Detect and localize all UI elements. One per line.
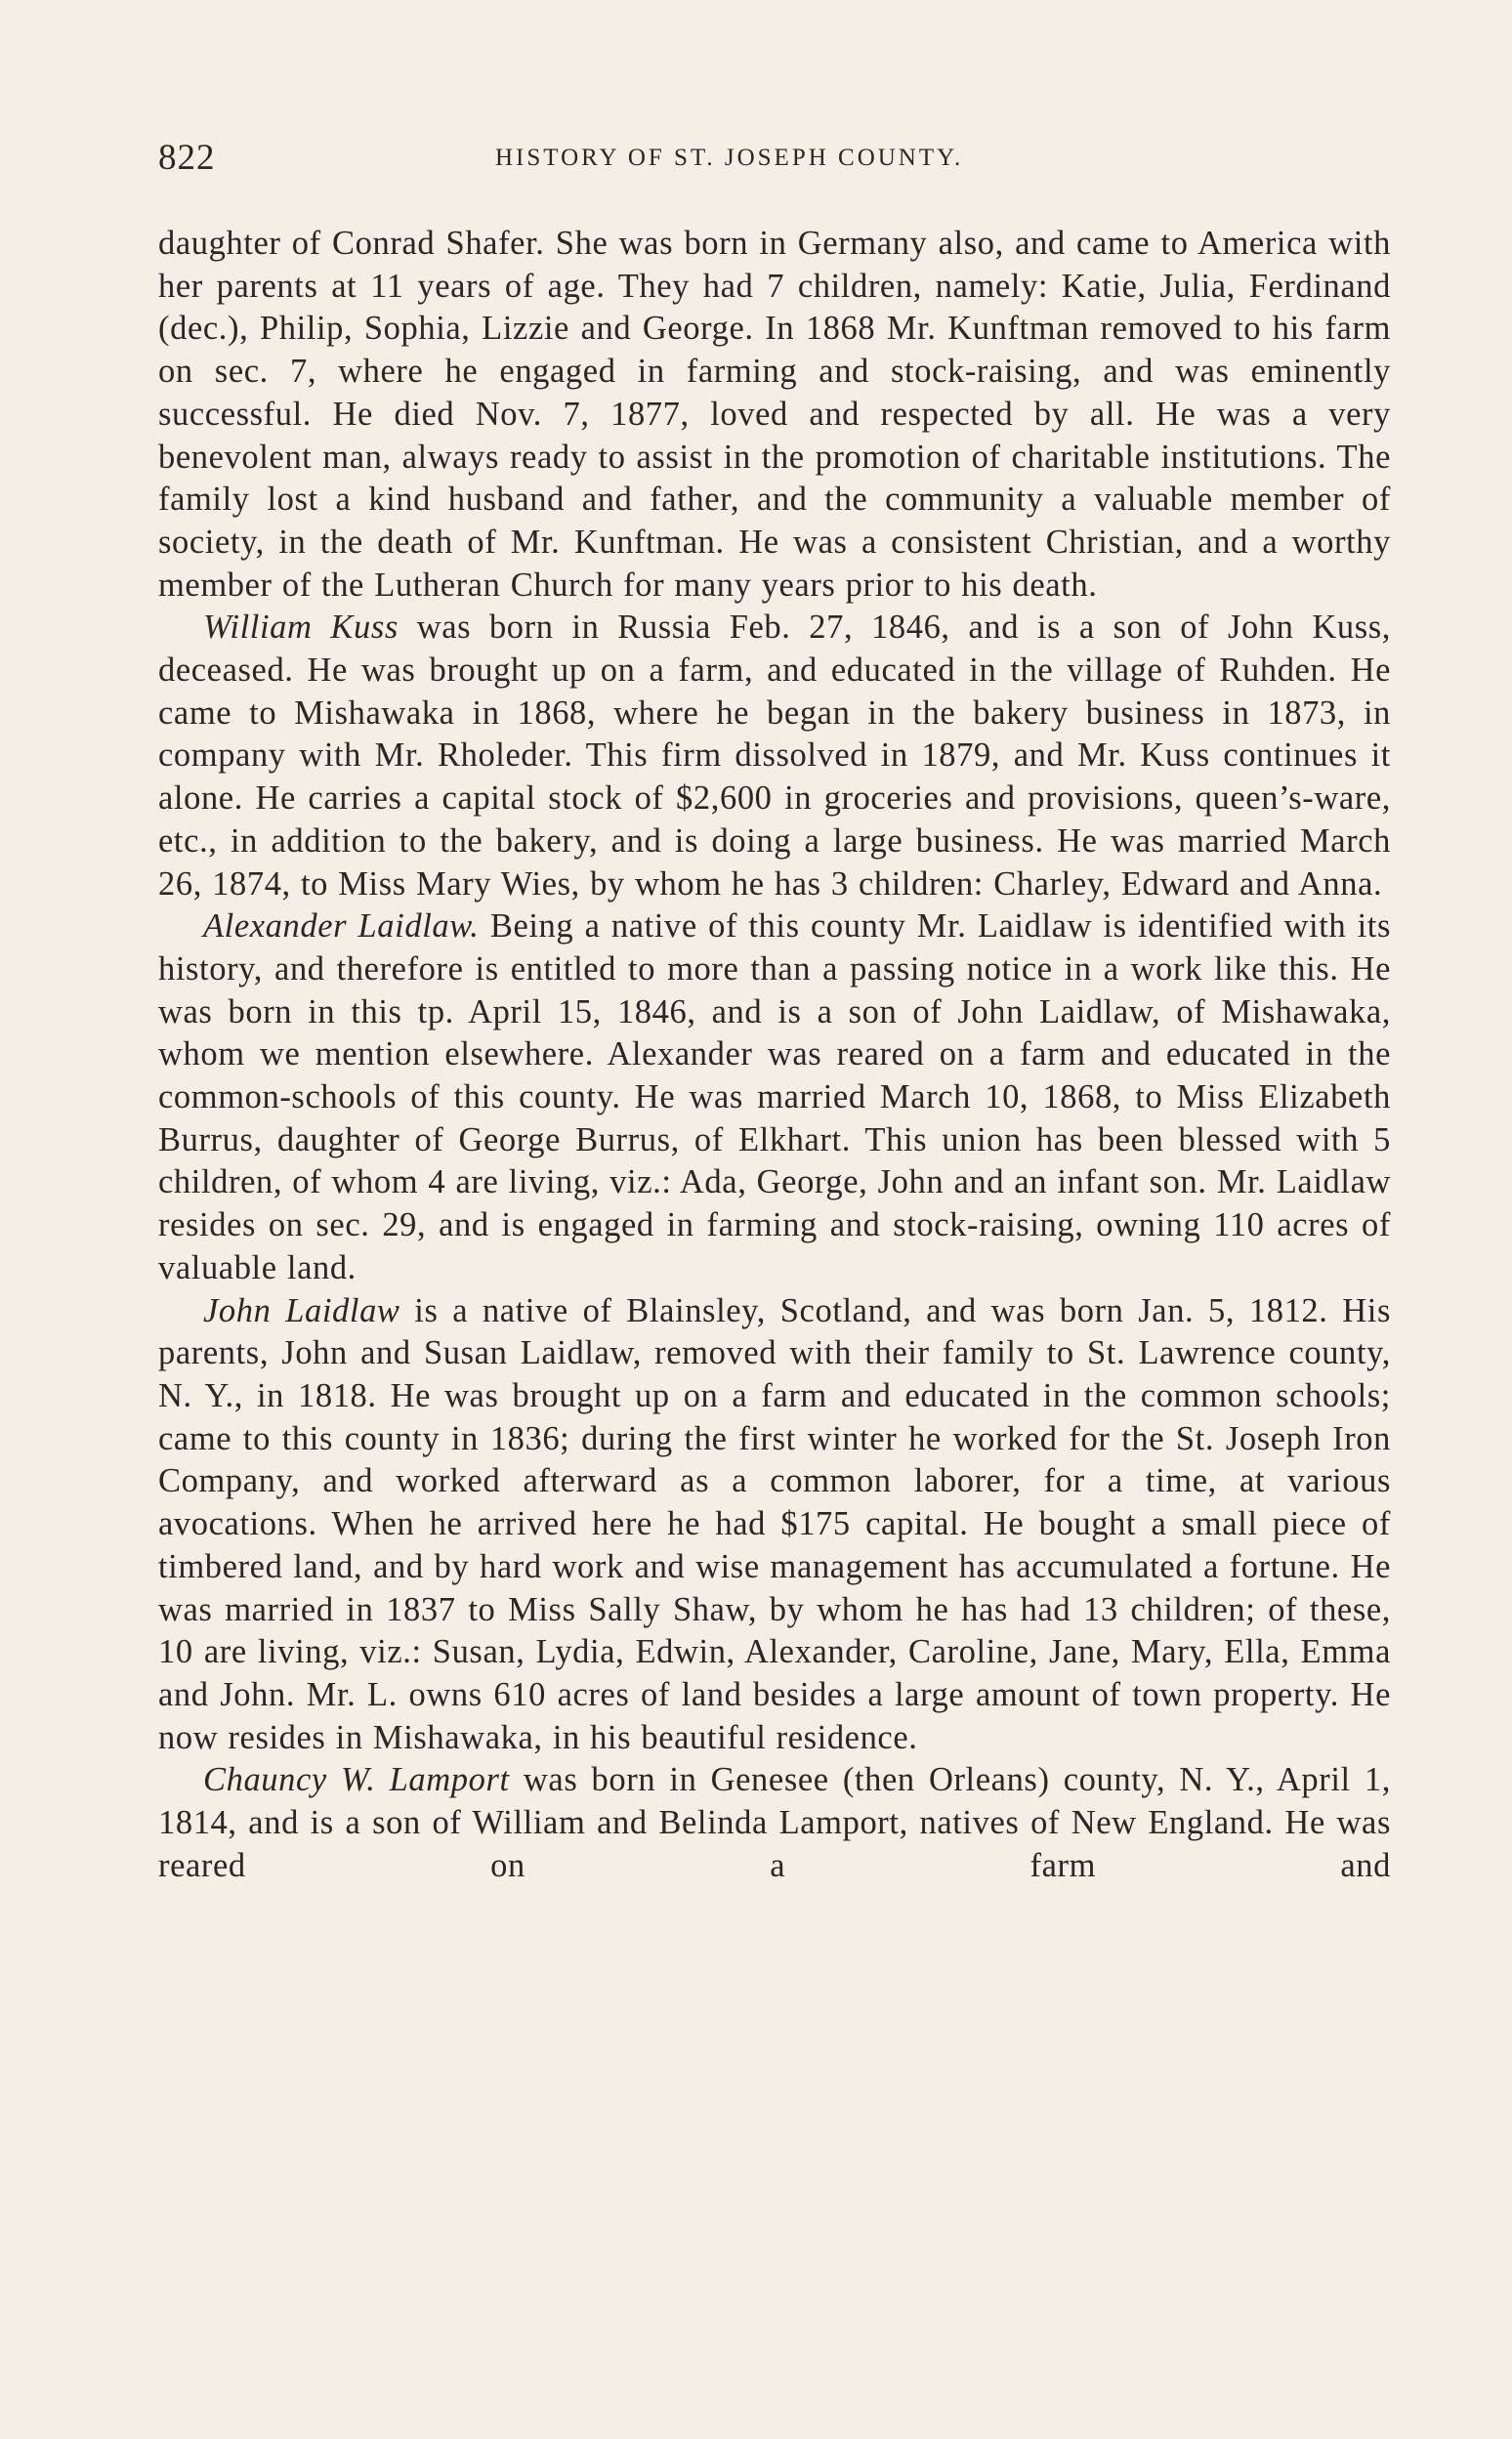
paragraph-text: was born in Genesee (then Orleans) county, N. Y., April 1, 1814, and is a son of William and Belinda Lamport, natives of New England. He was reared on a farm and (158, 1761, 1391, 1884)
page-header (158, 137, 1399, 184)
paragraph-text: Being a native of this county Mr. Laidlaw is identified with its history, and therefore is entitled to more than a passing notice in a work like this. He was born in this tp. April 15, 1846, and is a son of John Laidlaw, of Mishawaka, whom we mention elsewhere. Alexander was reared on a farm and educated in the common-schools of this county. He was married March 10, 1868, to Miss Elizabeth Burrus, daughter of George Burrus, of Elkhart. This union has been blessed with 5 children, of whom 4 are living, viz.: Ada, George, John and an infant son. Mr. Laidlaw resides on sec. 29, and is engaged in farming and stock-raising, owning 110 acres of valuable land. (158, 907, 1391, 1286)
biography-name: Alexander Laidlaw. (203, 907, 480, 946)
paragraph-john-laidlaw (158, 1290, 1391, 1760)
body-text (158, 223, 1391, 1887)
paragraph-kunftman-continued (158, 223, 1391, 607)
paragraph-william-kuss (158, 607, 1391, 905)
paragraph-alexander-laidlaw (158, 905, 1391, 1289)
biography-name: Chauncy W. Lamport (203, 1761, 510, 1799)
biography-name: John Laidlaw (203, 1291, 400, 1329)
biography-name: William Kuss (203, 609, 399, 647)
paragraph-text: was born in Russia Feb. 27, 1846, and is a son of John Kuss, deceased. He was brought up on a farm, and educated in the village of Ruhden. He came to Mishawaka in 1868, where he began in the bakery business in 1873, in company with Mr. Rholeder. This firm dissolved in 1879, and Mr. Kuss continues it alone. He carries a capital stock of $2,600 in groceries and provisions, queen’s-ware, etc., in addition to the bakery, and is doing a large business. He was married March 26, 1874, to Miss Mary Wies, by whom he has 3 children: Charley, Edward and Anna. (158, 609, 1391, 903)
paragraph-chauncy-lamport (158, 1759, 1391, 1887)
paragraph-text: daughter of Conrad Shafer. She was born in Germany also, and came to America with her parents at 11 years of age. They had 7 children, namely: Katie, Julia, Ferdinand (dec.), Philip, Sophia, Lizzie and George. In 1868 Mr. Kunftman removed to his farm on sec. 7, where he engaged in farming and stock-raising, and was eminently successful. He died Nov. 7, 1877, loved and respected by all. He was a very benevolent man, always ready to assist in the promotion of charitable institutions. The family lost a kind husband and father, and the community a valuable member of society, in the death of Mr. Kunftman. He was a consistent Christian, and a worthy member of the Lutheran Church for many years prior to his death. (158, 225, 1391, 604)
page-number: 822 (158, 138, 216, 178)
running-title: HISTORY OF ST. JOSEPH COUNTY. (495, 145, 964, 171)
paragraph-text: is a native of Blainsley, Scotland, and was born Jan. 5, 1812. His parents, John and Susan Laidlaw, removed with their family to St. Lawrence county, N. Y., in 1818. He was brought up on a farm and educated in the common schools; came to this county in 1836; during the first winter he worked for the St. Joseph Iron Company, and worked afterward as a common laborer, for a time, at various avocations. When he arrived here he had $175 capital. He bought a small piece of timbered land, and by hard work and wise management has accumulated a fortune. He was married in 1837 to Miss Sally Shaw, by whom he has had 13 children; of these, 10 are living, viz.: Susan, Lydia, Edwin, Alexander, Caroline, Jane, Mary, Ella, Emma and John. Mr. L. owns 610 acres of land besides a large amount of town property. He now resides in Mishawaka, in his beautiful residence. (158, 1291, 1391, 1756)
